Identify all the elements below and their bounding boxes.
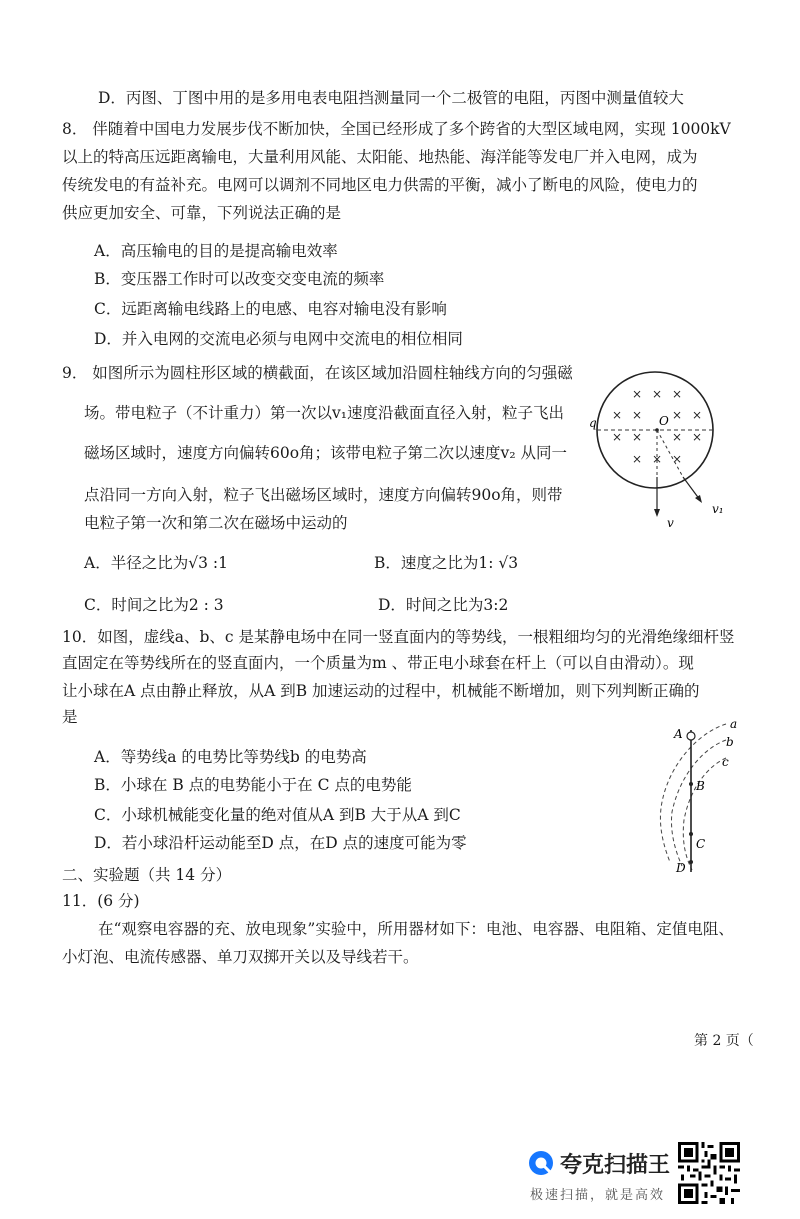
svg-text:×: ×	[671, 430, 683, 444]
q11-line1: 在“观察电容器的充、放电现象”实验中，所用器材如下：电池、电容器、电阻箱、定值电阻、	[98, 920, 734, 938]
svg-text:×: ×	[611, 430, 623, 444]
q9-option-a: A．半径之比为√3 :1	[84, 554, 228, 572]
q9-stem-line2: 场。带电粒子（不计重力）第一次以v₁速度沿截面直径入射，粒子飞出	[84, 404, 564, 422]
svg-text:×: ×	[631, 408, 643, 422]
q10-option-c: C．小球机械能变化量的绝对值从A 到B 大于从A 到C	[94, 806, 461, 824]
q10-stem-line3: 让小球在A 点由静止释放，从A 到B 加速运动的过程中，机械能不断增加，则下列判断正确的	[62, 682, 700, 700]
charge-label: q	[589, 416, 597, 430]
q9-option-d: D．时间之比为3:2	[378, 596, 509, 614]
svg-text:×: ×	[671, 408, 683, 422]
svg-text:×: ×	[631, 430, 643, 444]
svg-text:×: ×	[611, 408, 623, 422]
page-number: 第 2 页（	[694, 1033, 754, 1049]
svg-text:×: ×	[671, 387, 683, 401]
center-label: O	[659, 414, 669, 428]
label-line-a: a	[730, 717, 738, 731]
q11-header: 11．(6 分)	[62, 892, 140, 910]
label-c-point: C	[696, 837, 706, 851]
svg-text:×: ×	[671, 452, 683, 466]
q9-stem-line1: 9． 如图所示为圆柱形区域的横截面，在该区域加沿圆柱轴线方向的匀强磁	[62, 364, 573, 382]
q9-stem-line5: 电粒子第一次和第二次在磁场中运动的	[84, 514, 348, 532]
q8-stem-line3: 传统发电的有益补充。电网可以调剂不同地区电力供需的平衡，减小了断电的风险，使电力的	[62, 176, 698, 194]
q10-stem-line1: 10．如图，虚线a、b、c 是某静电场中在同一竖直面内的等势线，一根粗细均匀的光滑绝缘细杆竖	[62, 628, 735, 646]
qr-code-icon	[678, 1142, 740, 1204]
label-line-b: b	[726, 735, 734, 749]
q8-stem-line1: 8． 伴随着中国电力发展步伐不断加快，全国已经形成了多个跨省的大型区域电网，实现 1000kV	[62, 120, 731, 138]
velocity-v-arrowhead	[654, 509, 660, 517]
q7-option-d: D．丙图、丁图中用的是多用电表电阻挡测量同一个二极管的电阻，丙图中测量值较大	[98, 89, 684, 107]
q8-option-d: D．并入电网的交流电必须与电网中交流电的相位相同	[94, 330, 463, 348]
q11-line2: 小灯泡、电流传感器、单刀双掷开关以及导线若干。	[62, 948, 419, 966]
svg-text:×: ×	[651, 452, 663, 466]
quark-logo-icon	[528, 1150, 554, 1176]
svg-text:×: ×	[651, 387, 663, 401]
point-b	[689, 782, 693, 786]
svg-text:×: ×	[691, 408, 703, 422]
scanner-slogan: 极速扫描，就是高效	[530, 1188, 666, 1203]
equipotential-c	[683, 758, 726, 870]
q9-option-b: B．速度之比为1: √3	[374, 554, 519, 572]
point-d	[689, 860, 693, 864]
q10-stem-line2: 直固定在等势线所在的竖直面内，一个质量为m 、带正电小球套在杆上（可以自由滑动）。现	[62, 654, 694, 672]
label-a-point: A	[674, 727, 683, 741]
section-2-title: 二、实验题（共 14 分）	[62, 866, 232, 884]
q10-equipotential-figure	[640, 712, 750, 882]
label-b-point: B	[696, 779, 705, 793]
label-line-c: c	[722, 755, 729, 769]
velocity-v1-label: v₁	[712, 502, 724, 516]
q10-stem-line4: 是	[62, 708, 78, 726]
q10-option-d: D．若小球沿杆运动能至D 点，在D 点的速度可能为零	[94, 834, 467, 852]
scanner-brand: 夸克扫描王	[560, 1153, 671, 1178]
point-c	[689, 832, 693, 836]
q8-option-c: C．远距离输电线路上的电感、电容对输电没有影响	[94, 300, 447, 318]
q8-stem-line2: 以上的特高压远距离输电，大量利用风能、太阳能、地热能、海洋能等发电厂并入电网，成为	[62, 148, 698, 166]
charged-ball	[687, 732, 695, 740]
q9-magnetic-field-figure	[585, 365, 750, 535]
q8-option-b: B．变压器工作时可以改变交变电流的频率	[94, 270, 385, 288]
q9-option-c: C．时间之比为2 : 3	[84, 596, 224, 614]
velocity-v1-arrowhead	[695, 495, 702, 503]
q9-stem-line4: 点沿同一方向入射，粒子飞出磁场区域时，速度方向偏转90o角，则带	[84, 486, 563, 504]
svg-text:×: ×	[691, 430, 703, 444]
q8-option-a: A．高压输电的目的是提高输电效率	[94, 242, 338, 260]
velocity-v-label: v	[667, 516, 674, 530]
label-d-point: D	[676, 861, 686, 875]
q10-option-a: A．等势线a 的电势比等势线b 的电势高	[94, 748, 367, 766]
svg-text:×: ×	[631, 452, 643, 466]
q10-option-b: B．小球在 B 点的电势能小于在 C 点的电势能	[94, 776, 412, 794]
svg-text:×: ×	[631, 387, 643, 401]
q8-stem-line4: 供应更加安全、可靠，下列说法正确的是	[62, 204, 342, 222]
equipotential-lines	[660, 724, 726, 870]
q9-stem-line3: 磁场区域时，速度方向偏转60o角；该带电粒子第二次以速度v₂ 从同一	[84, 444, 567, 462]
